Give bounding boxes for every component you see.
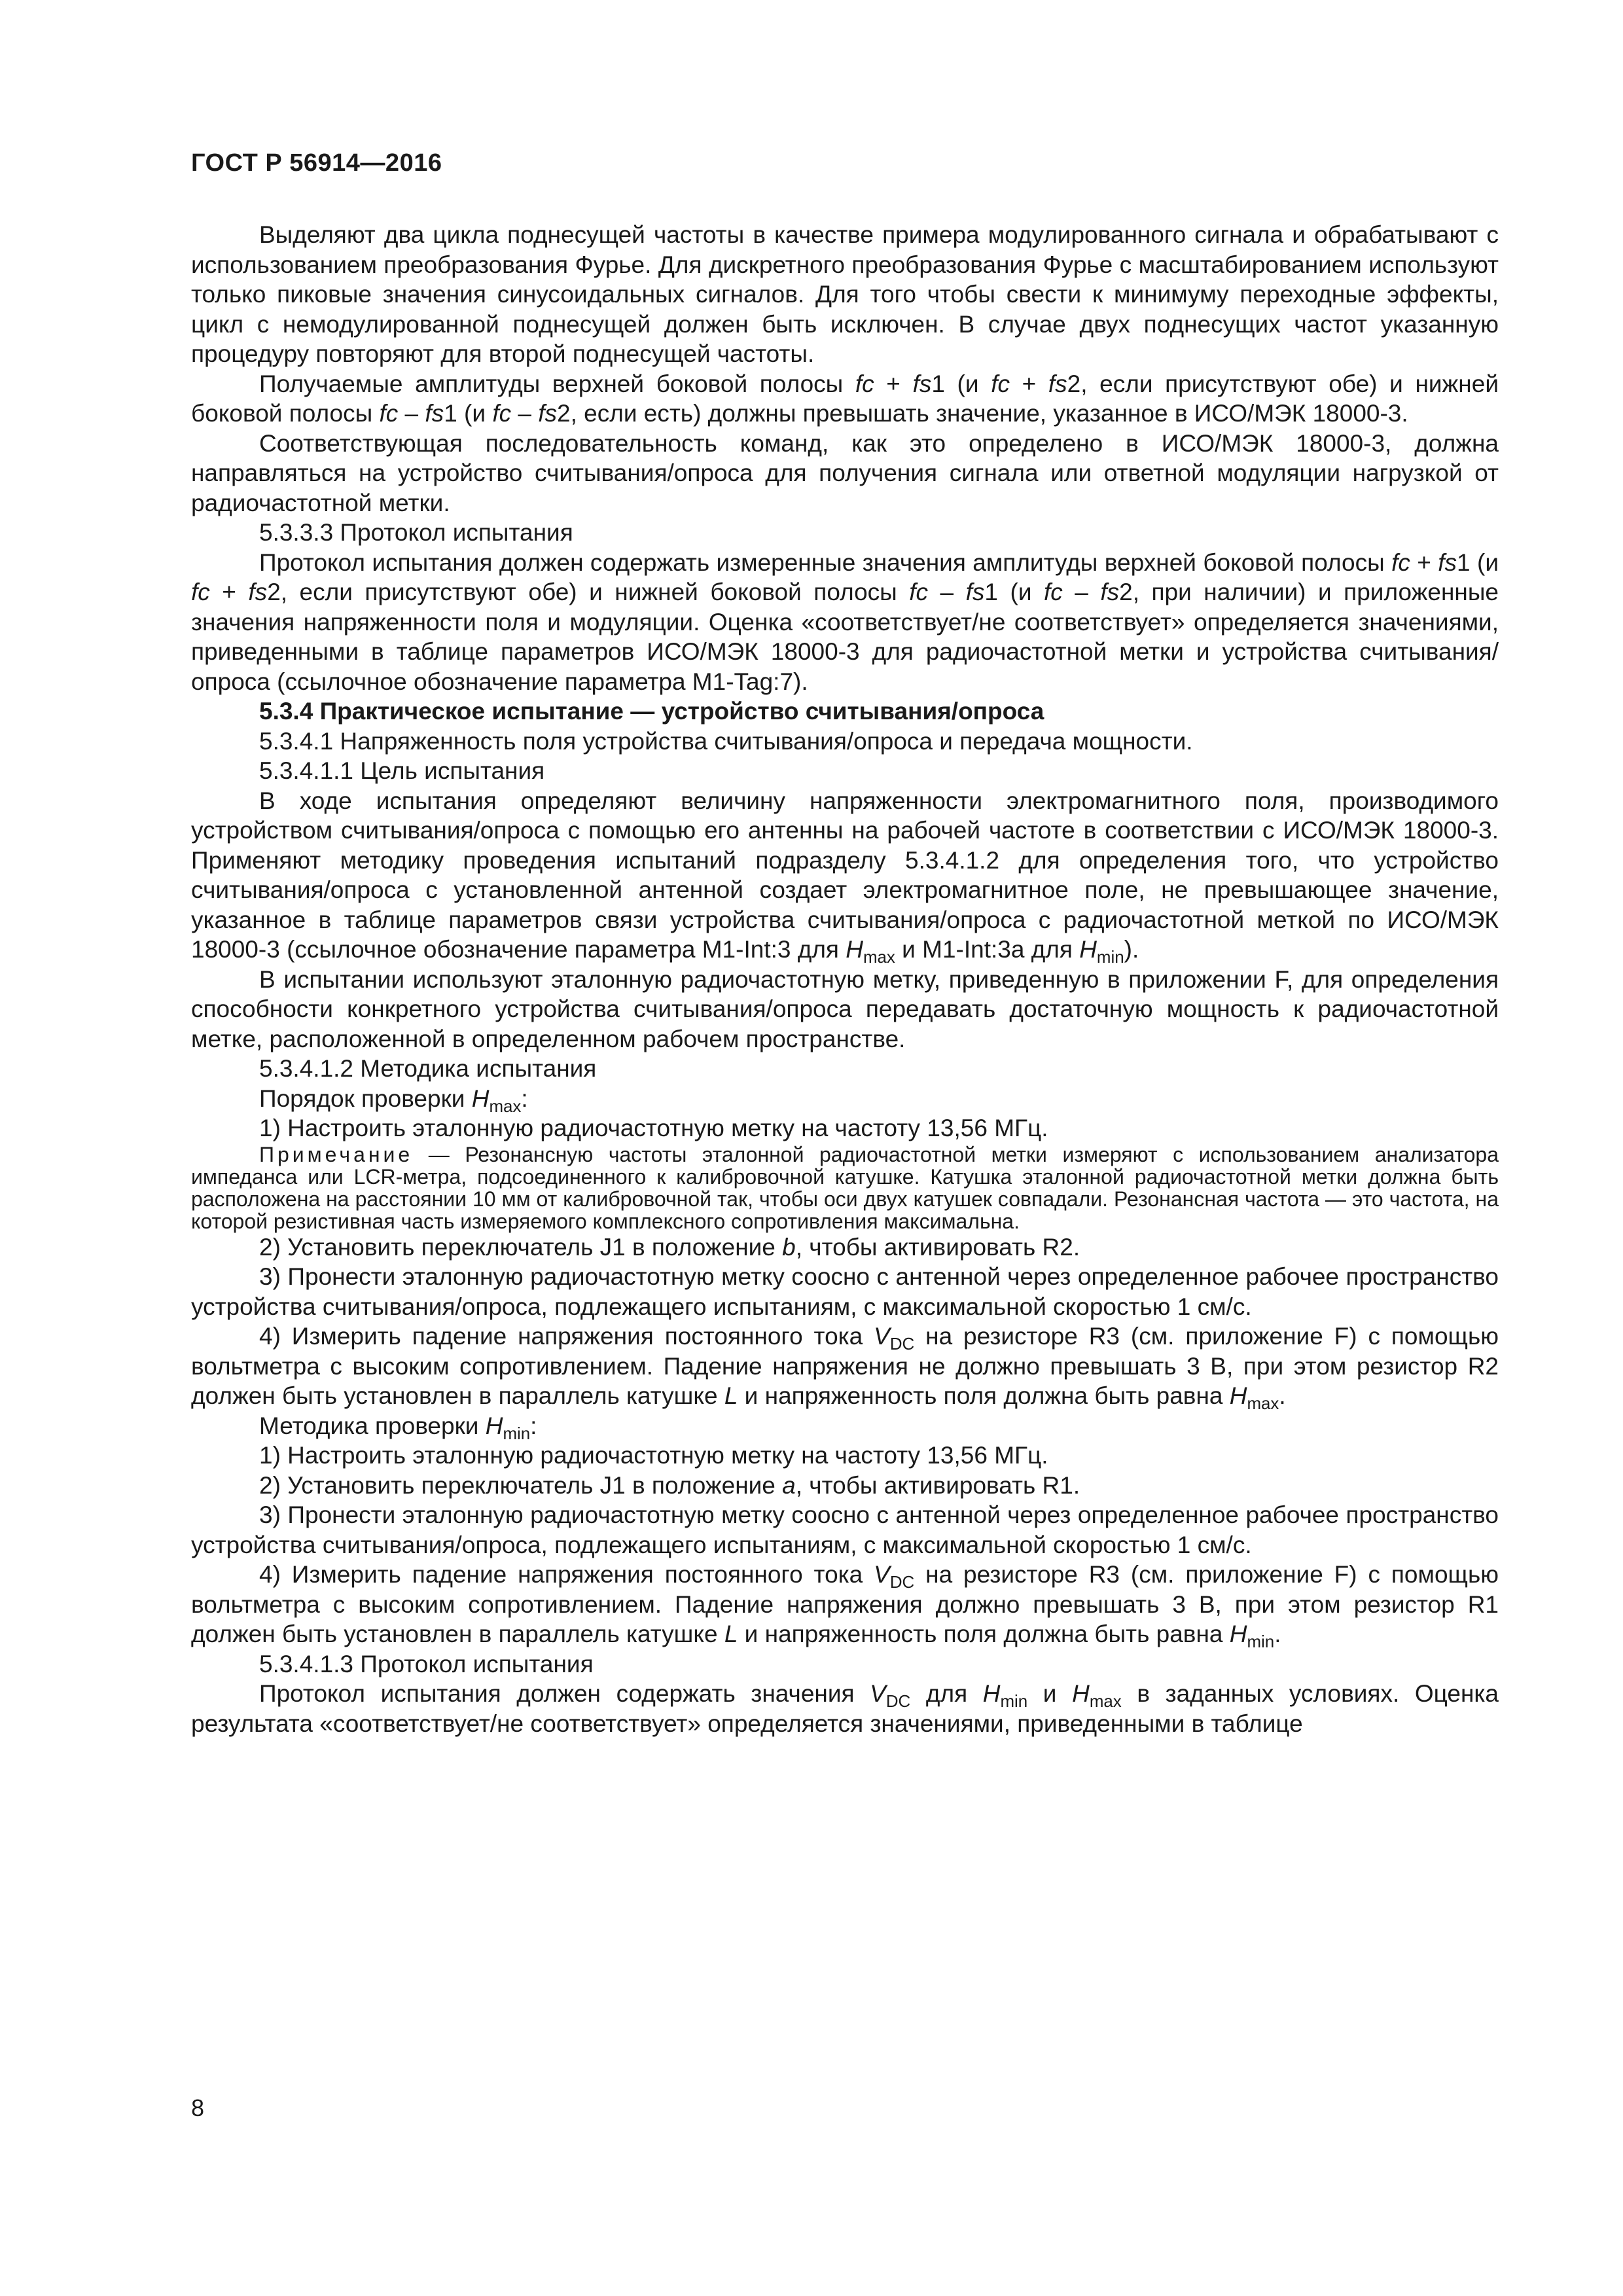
document-body xyxy=(191,220,1499,1738)
paragraph: Соответствующая последовательность команд, как это определено в ИСО/МЭК 18000-3, должна направляться на устройство считывания/опроса для получения сигнала или ответной модуляции нагрузкой от радиочастотной метки. xyxy=(191,429,1499,516)
list-item: 1) Настроить эталонную радиочастотную метку на частоту 13,56 МГц. xyxy=(259,1442,1048,1469)
paragraph: В ходе испытания определяют величину напряженности электромагнитного поля, производимого устройством считывания/опроса с помощью его антенны на рабочей частоте в соответствии с ИСО/МЭК 18000-3. Применяют методику проведения испытаний подразделу 5.3.4.1.2 для определения того, что устройство считывания/опроса с установленной антенной создает электромагнитное поле, не превышающее значение, указанное в таблице параметров связи устройства считывания/опроса с радиочастотной меткой по ИСО/МЭК 18000-3 (ссылочное обозначение параметра M1-Int:3 для $H_{max}$ и M1-Int:3a для $H_{min}$). xyxy=(191,787,1499,967)
paragraph: Методика проверки $H_{min}$: xyxy=(259,1412,537,1443)
paragraph: Протокол испытания должен содержать измеренные значения амплитуды верхней боковой полосы fc + fs1 (и fc + fs2, если присутствуют обе) и нижней боковой полосы fc – fs1 (и fc – fs2, при наличии) и приложенные значения напряженности поля и модуляции. Оценка «соответствует/не соответствует» определяется значениями, приведенными в таблице параметров ИСО/МЭК 18000-3 для радиочастотной метки и устройства считывания/опроса (ссылочное обозначение параметра M1-Tag:7). xyxy=(191,548,1499,695)
section-heading: 5.3.4.1 Напряженность поля устройства считывания/опроса и передача мощности. xyxy=(259,727,1193,755)
note-label: Примечание xyxy=(259,1142,414,1166)
section-heading: 5.3.4.1.3 Протокол испытания xyxy=(259,1650,594,1677)
list-item: 3) Пронести эталонную радиочастотную метку соосно с антенной через определенное рабочее пространство устройства считывания/опроса, подлежащего испытаниям, с максимальной скоростью 1 см/с. xyxy=(191,1263,1499,1320)
note: Примечание — Резонансную частоты эталонной радиочастотной метки измеряют с использованием анализатора импеданса или LCR-метра, подсоединенного к калибровочной катушке. Катушка эталонной радиочастотной метки должна быть расположена на расстоянии 10 мм от калибровочной так, чтобы оси двух катушек совпадали. Резонансная частота — это частота, на которой резистивная часть измеряемого комплексного сопротивления максимальна. xyxy=(191,1142,1499,1233)
section-heading: 5.3.3.3 Протокол испытания xyxy=(259,519,573,546)
list-item: 3) Пронести эталонную радиочастотную метку соосно с антенной через определенное рабочее пространство устройства считывания/опроса, подлежащего испытаниям, с максимальной скоростью 1 см/с. xyxy=(191,1501,1499,1558)
list-item: 4) Измерить падение напряжения постоянного тока $V_{DC}$ на резисторе R3 (см. приложение F) с помощью вольтметра с высоким сопротивлением. Падение напряжения должно превышать 3 В, при этом резистор R1 должен быть установлен в параллель катушке L и напряженность поля должна быть равна $H_{min}$. xyxy=(191,1561,1499,1651)
list-item: 2) Установить переключатель J1 в положение b, чтобы активировать R2. xyxy=(259,1233,1080,1261)
document-header: ГОСТ Р 56914—2016 xyxy=(191,149,442,177)
list-item: 2) Установить переключатель J1 в положение a, чтобы активировать R1. xyxy=(259,1471,1080,1499)
paragraph: Выделяют два цикла поднесущей частоты в качестве примера модулированного сигнала и обрабатывают с использованием преобразования Фурье. Для дискретного преобразования Фурье с масштабированием используют только пиковые значения синусоидальных сигналов. Для того чтобы свести к минимуму переходные эффекты, цикл с немодулированной поднесущей должен быть исключен. В случае двух поднесущих частот указанную процедуру повторяют для второй поднесущей частоты. xyxy=(191,221,1499,367)
paragraph: Протокол испытания должен содержать значения $V_{DC}$ для $H_{min}$ и $H_{max}$ в заданных условиях. Оценка результата «соответствует/не соответствует» определяется значениями, приведенными в таблице xyxy=(191,1680,1499,1737)
section-heading: 5.3.4.1.1 Цель испытания xyxy=(259,757,545,784)
list-item: 4) Измерить падение напряжения постоянного тока $V_{DC}$ на резисторе R3 (см. приложение F) с помощью вольтметра с высоким сопротивлением. Падение напряжения не должно превышать 3 В, при этом резистор R2 должен быть установлен в параллель катушке L и напряженность поля должна быть равна $H_{max}$. xyxy=(191,1323,1499,1413)
paragraph: В испытании используют эталонную радиочастотную метку, приведенную в приложении F, для определения способности конкретного устройства считывания/опроса передавать достаточную мощность к радиочастотной метке, расположенной в определенном рабочем пространстве. xyxy=(191,965,1499,1052)
page-number: 8 xyxy=(191,2094,205,2121)
paragraph: Порядок проверки $H_{max}$: xyxy=(259,1085,528,1116)
section-heading-bold: 5.3.4 Практическое испытание — устройство считывания/опроса xyxy=(259,698,1044,725)
section-heading: 5.3.4.1.2 Методика испытания xyxy=(259,1055,597,1082)
list-item: 1) Настроить эталонную радиочастотную метку на частоту 13,56 МГц. xyxy=(259,1115,1048,1141)
paragraph: Получаемые амплитуды верхней боковой полосы fc + fs1 (и fc + fs2, если присутствуют обе) и нижней боковой полосы fc – fs1 (и fc – fs2, если есть) должны превышать значение, указанное в ИСО/МЭК 18000-3. xyxy=(191,370,1499,427)
